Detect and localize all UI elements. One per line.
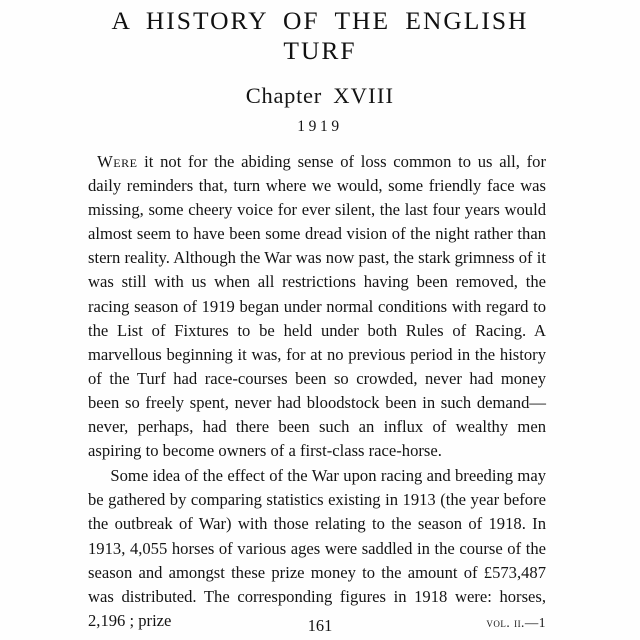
body-text-block — [0, 136, 640, 633]
book-title-line-2: TURF — [283, 36, 357, 65]
chapter-label: Chapter — [245, 83, 322, 108]
paragraph-1-text: it not for the abiding sense of loss common to us all, for daily reminders that, turn where we would, some friendly face was missing, some cheery voice for ever silent, the last four years would almost seem to have been some dread vision of the night rather than stern reality. Although the War was now past, the stark grimness of it was still with us when all restrictions having been removed, the racing season of 1919 began under normal conditions with regard to the List of Fixtures to be held under both Rules of Racing. A marvellous beginning it was, for at no previous period in the history of the Turf had race-courses been so crowded, never had money been so freely spent, never had bloodstock been in such demand—never, perhaps, had there been such an influx of wealthy men aspiring to become owners of a first-class race-horse. — [88, 152, 546, 461]
paragraph-2: Some idea of the effect of the War upon racing and breeding may be gathered by comparing statistics existing in 1913 (the year before the outbreak of War) with those relating to the season of 1918. In 1913, 4,055 horses of various ages were saddled in the course of the season and amongst these prize money to the amount of £573,487 was distributed. The corresponding figures in 1918 were: horses, 2,196 ; prize — [88, 466, 546, 630]
page-footer — [0, 616, 640, 638]
chapter-year: 1919 — [297, 118, 343, 135]
book-title-line-1: A HISTORY OF THE ENGLISH — [111, 6, 529, 35]
chapter-heading — [0, 66, 640, 109]
paragraph-1-lead-word: Were — [97, 152, 138, 171]
folio-page-number: 161 — [307, 616, 333, 635]
paragraph-1 — [88, 150, 546, 463]
volume-signature: vol. ii.—1 — [486, 615, 546, 630]
chapter-number: XVIII — [333, 83, 395, 108]
page-title — [0, 0, 640, 66]
